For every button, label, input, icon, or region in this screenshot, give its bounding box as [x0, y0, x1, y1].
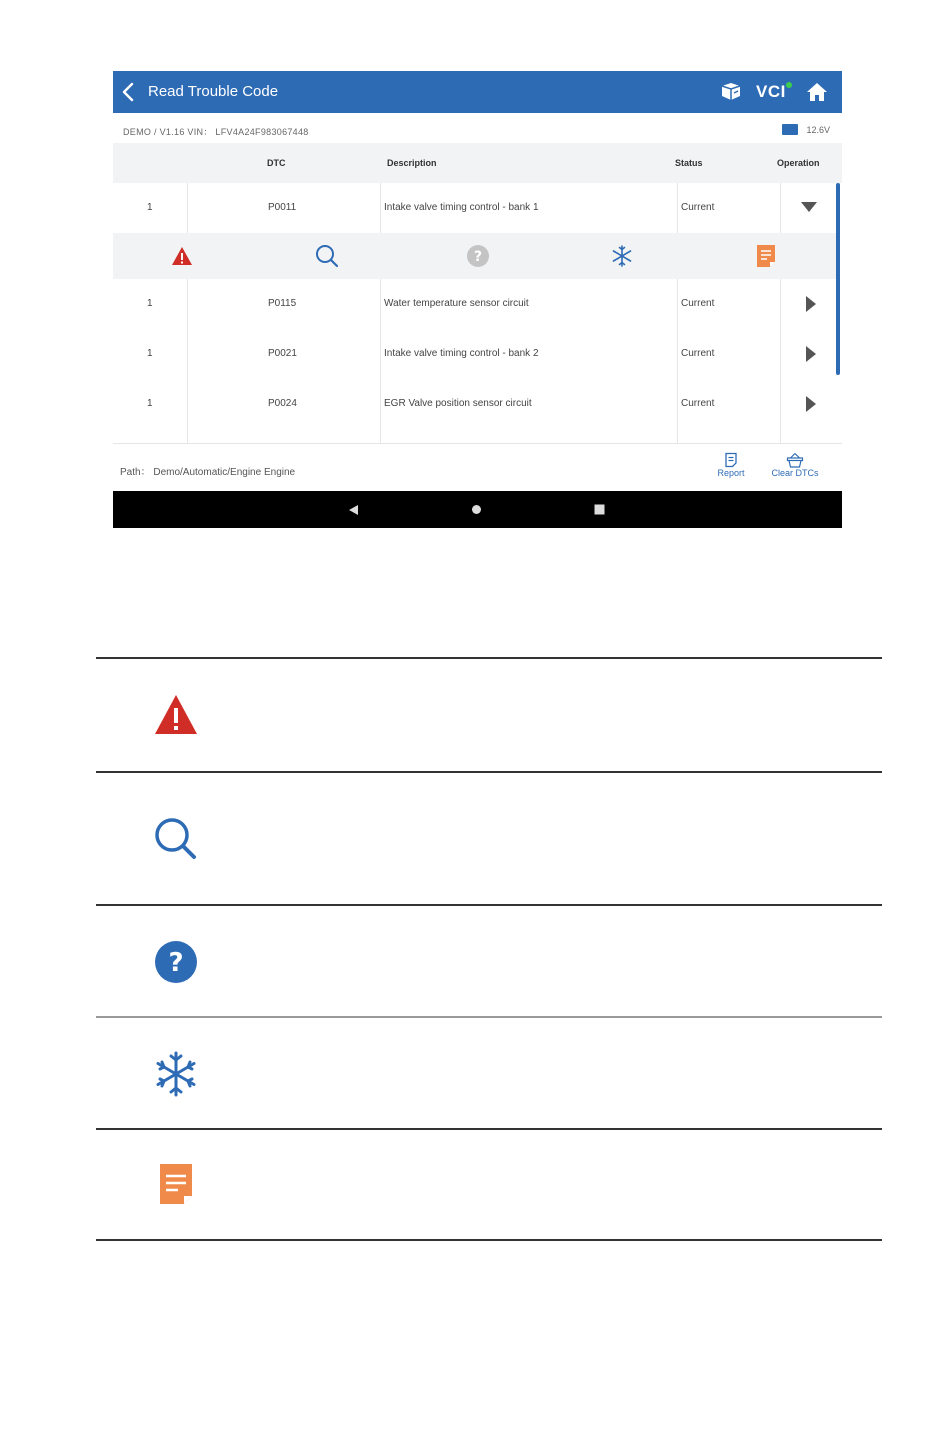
dtc-description: Intake valve timing control - bank 2 — [384, 348, 539, 359]
clear-basket-icon — [786, 452, 804, 468]
dtc-status: Current — [681, 202, 715, 213]
table-row-partial — [113, 429, 837, 443]
nav-recents-icon[interactable] — [594, 504, 605, 515]
row-number: 1 — [147, 202, 153, 213]
back-arrow-icon[interactable] — [119, 82, 139, 102]
title-bar — [113, 71, 842, 113]
col-operation: Operation — [777, 158, 820, 168]
table-row[interactable] — [113, 279, 837, 330]
svg-text:?: ? — [473, 249, 483, 265]
report-icon[interactable] — [754, 244, 778, 268]
dtc-code: P0011 — [268, 202, 297, 213]
table-row[interactable] — [113, 379, 837, 430]
vehicle-info-icon[interactable] — [719, 81, 743, 103]
clear-dtcs-button[interactable] — [765, 452, 825, 478]
search-icon[interactable] — [315, 244, 339, 268]
freeze-frame-icon — [152, 1050, 200, 1098]
app-screen — [113, 71, 842, 528]
home-icon[interactable] — [806, 81, 828, 103]
clear-dtcs-label: Clear DTCs — [771, 468, 819, 478]
dtc-status: Current — [681, 298, 715, 309]
row-number: 1 — [147, 298, 153, 309]
dtc-status: Current — [681, 398, 715, 409]
col-description: Description — [387, 158, 437, 168]
row-number: 1 — [147, 348, 153, 359]
dtc-code: P0024 — [268, 398, 297, 409]
collapse-arrow-icon[interactable] — [800, 200, 818, 214]
legend-divider — [96, 1016, 882, 1018]
dtc-status: Current — [681, 348, 715, 359]
page-title: Read Trouble Code — [148, 83, 279, 100]
battery-icon — [782, 124, 798, 135]
expand-arrow-icon[interactable] — [804, 295, 818, 313]
vci-connected-dot — [786, 82, 792, 88]
dtc-description: Intake valve timing control - bank 1 — [384, 202, 539, 213]
report-icon — [152, 1162, 200, 1210]
legend-divider — [96, 771, 882, 773]
warning-icon — [152, 692, 200, 740]
path-text: Path： Demo/Automatic/Engine Engine — [120, 467, 296, 478]
table-row[interactable] — [113, 183, 837, 234]
footer-bar — [113, 443, 842, 492]
expand-arrow-icon[interactable] — [804, 345, 818, 363]
report-label: Report — [717, 468, 745, 478]
nav-back-icon[interactable] — [347, 504, 359, 516]
dtc-code: P0115 — [268, 298, 297, 309]
legend-divider — [96, 904, 882, 906]
freeze-frame-icon[interactable] — [610, 244, 634, 268]
table-header — [113, 143, 842, 183]
dtc-code: P0021 — [268, 348, 297, 359]
table-row[interactable] — [113, 329, 837, 380]
search-icon — [152, 815, 200, 863]
voltage-value: 12.6V — [806, 125, 830, 135]
report-button[interactable] — [711, 452, 751, 478]
help-icon[interactable] — [466, 244, 490, 268]
vci-status[interactable]: VCI — [756, 82, 786, 101]
warning-icon[interactable] — [170, 244, 194, 268]
android-nav-bar — [113, 491, 842, 528]
expand-arrow-icon[interactable] — [804, 395, 818, 413]
dtc-action-bar — [113, 233, 837, 279]
svg-text:?: ? — [168, 948, 184, 978]
vehicle-info-bar — [113, 113, 842, 143]
legend-divider — [96, 657, 882, 659]
vin-text: DEMO / V1.16 VIN： LFV4A24F983067448 — [123, 127, 309, 137]
nav-home-icon[interactable] — [471, 504, 482, 515]
dtc-description: EGR Valve position sensor circuit — [384, 398, 532, 409]
legend-divider — [96, 1128, 882, 1130]
row-number: 1 — [147, 398, 153, 409]
help-icon — [152, 938, 200, 986]
scrollbar[interactable] — [836, 183, 840, 375]
report-icon — [723, 452, 739, 468]
col-dtc: DTC — [267, 158, 286, 168]
col-status: Status — [675, 158, 703, 168]
dtc-description: Water temperature sensor circuit — [384, 298, 529, 309]
legend-divider — [96, 1239, 882, 1241]
